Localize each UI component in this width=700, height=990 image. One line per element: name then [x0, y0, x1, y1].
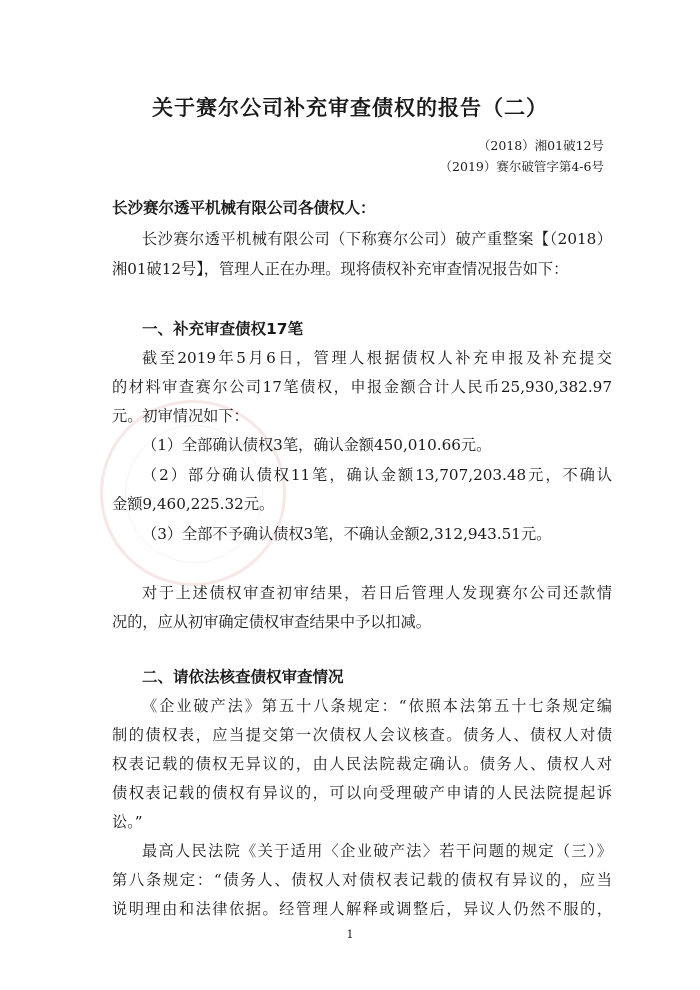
section2-para-line: 《企业破产法》第五十八条规定：“依照本法第五十七条规定编: [142, 697, 612, 715]
section1-item-3: （3）全部不予确认债权3笔，不确认金额2,312,943.51元。: [142, 525, 552, 543]
section2-para-line: 讼。”: [112, 813, 143, 831]
section1-item-2-line: 金额9,460,225.32元。: [112, 495, 275, 513]
section1-para-line: 的材料审查赛尔公司17笔债权，申报金额合计人民币25,930,382.97: [112, 378, 612, 396]
section2-para2-line: 最高人民法院《关于适用〈企业破产法〉若干问题的规定（三）》: [142, 842, 612, 860]
section1-note-line: 况的，应从初审确定债权审查结果中予以扣减。: [112, 613, 431, 631]
section1-heading: 一、补充审查债权17笔: [142, 320, 304, 338]
section2-para-line: 债权表记载的债权有异议的，可以向受理破产申请的人民法院提起诉: [112, 784, 612, 802]
section1-item-1: （1）全部确认债权3笔，确认金额450,010.66元。: [142, 436, 492, 454]
section1-item-2-line: （2）部分确认债权11笔，确认金额13,707,203.48元，不确认: [142, 466, 612, 484]
faint-seal-stamp: [100, 400, 286, 586]
section1-para-line: 元。初审情况如下：: [112, 407, 249, 425]
salutation: 长沙赛尔透平机械有限公司各债权人：: [112, 199, 376, 217]
section2-heading: 二、请依法核查债权审查情况: [142, 668, 344, 686]
section2-para2-line: 说明理由和法律依据。经管理人解释或调整后，异议人仍然不服的，: [112, 900, 612, 918]
intro-line: 长沙赛尔透平机械有限公司（下称赛尔公司）破产重整案【（2018）: [142, 230, 612, 248]
intro-line: 湘01破12号】，管理人正在办理。现将债权补充审查情况报告如下：: [112, 260, 569, 278]
section2-para-line: 权表记载的债权无异议的，由人民法院裁定确认。债务人、债权人对: [112, 755, 612, 773]
case-number-court: （2018）湘01破12号: [477, 138, 604, 153]
section1-note-line: 对于上述债权审查初审结果，若日后管理人发现赛尔公司还款情: [142, 584, 612, 602]
case-number-admin: （2019）赛尔破管字第4-6号: [439, 159, 604, 174]
page-number: 1: [346, 928, 354, 941]
section2-para2-line: 第八条规定：“债务人、债权人对债权表记载的债权有异议的，应当: [112, 871, 612, 889]
section2-para-line: 制的债权表，应当提交第一次债权人会议核查。债务人、债权人对债: [112, 726, 612, 744]
document-title: 关于赛尔公司补充审查债权的报告（二）: [152, 96, 548, 120]
section1-para-line: 截至2019年5月6日，管理人根据债权人补充申报及补充提交: [142, 349, 612, 367]
